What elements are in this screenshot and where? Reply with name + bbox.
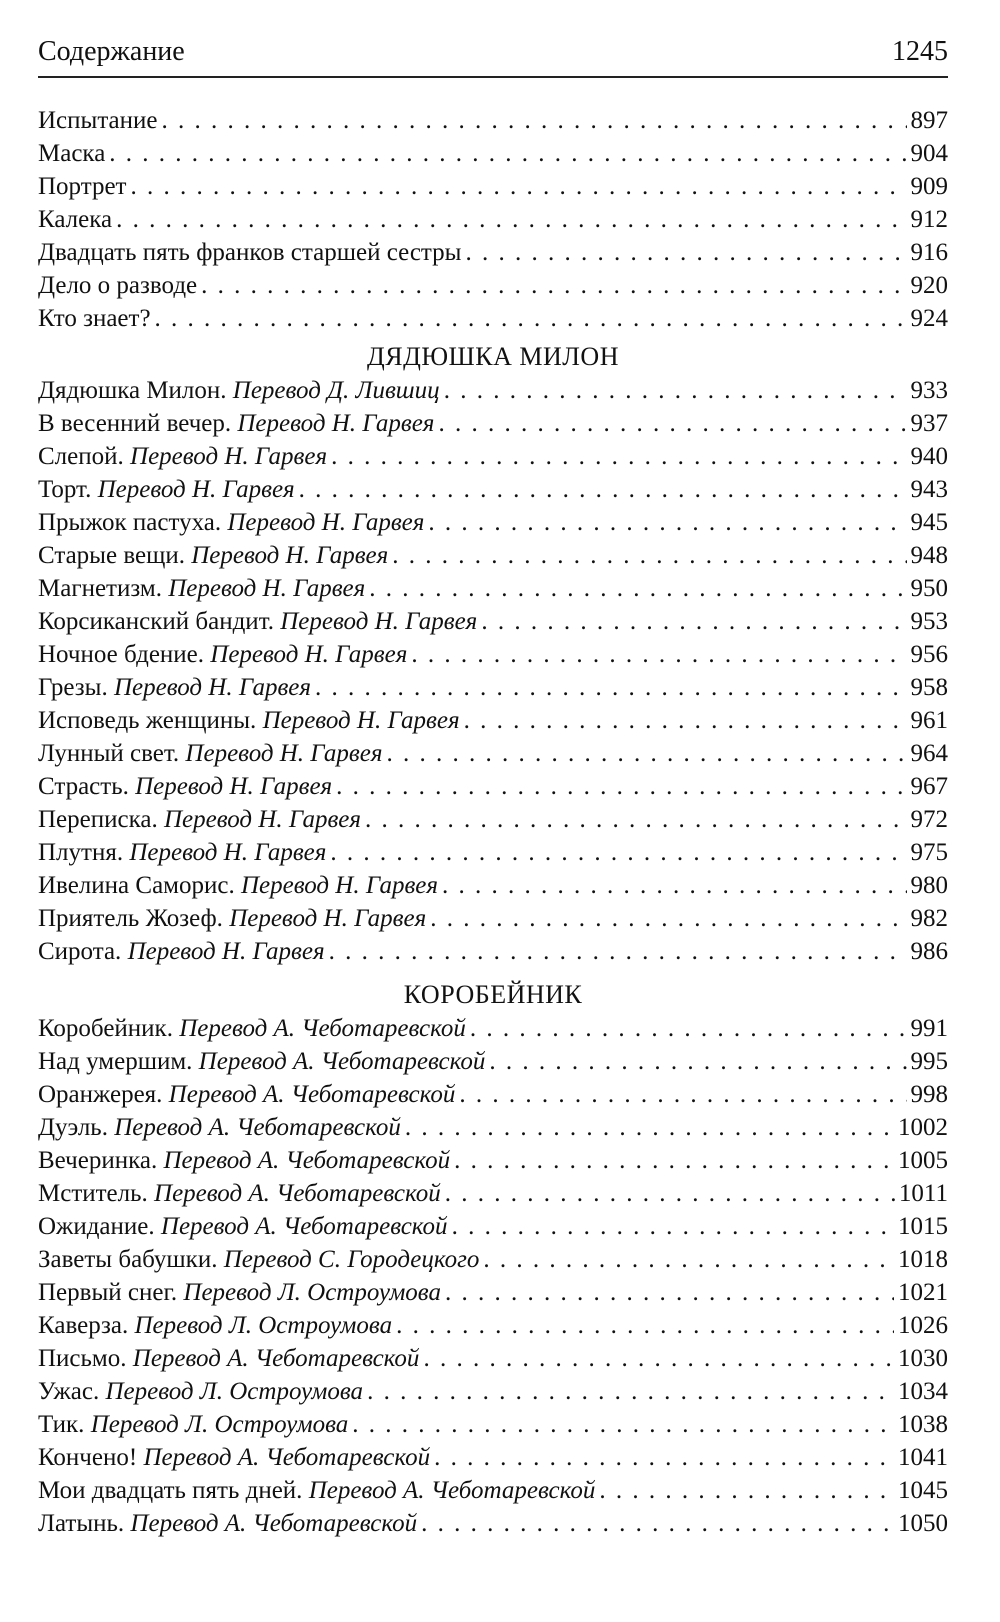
toc-entry <box>38 1375 948 1408</box>
toc-entry <box>38 137 948 170</box>
entry-title-text: Корсиканский бандит. <box>38 608 274 635</box>
dot-leader <box>444 374 907 407</box>
entry-translator: Перевод А. Чеботаревской <box>163 1147 451 1174</box>
toc-entry <box>38 1276 948 1309</box>
entry-translator: Перевод Н. Гарвея <box>262 707 460 734</box>
entry-title <box>38 1474 595 1507</box>
entry-translator: Перевод Л. Остроумова <box>105 1378 364 1405</box>
entry-page-number: 916 <box>910 239 948 266</box>
entry-title <box>38 236 461 269</box>
entry-page-number: 958 <box>910 674 948 701</box>
entry-title-text: Испытание <box>38 107 158 134</box>
toc-entry <box>38 935 948 968</box>
entry-page-number: 1015 <box>898 1213 948 1240</box>
toc-entry <box>38 236 948 269</box>
dot-leader <box>369 572 906 605</box>
dot-leader <box>489 1045 906 1078</box>
entry-title-text: Плутня. <box>38 839 124 866</box>
entry-title <box>38 1045 485 1078</box>
entry-translator: Перевод С. Городецкого <box>223 1246 480 1273</box>
entry-translator: Перевод Н. Гарвея <box>97 476 295 503</box>
entry-title <box>38 605 477 638</box>
entry-title-text: Маска <box>38 140 106 167</box>
entry-translator: Перевод Н. Гарвея <box>135 773 333 800</box>
entry-title-text: Кто знает? <box>38 305 151 332</box>
entry-title-text: Латынь. <box>38 1510 125 1537</box>
dot-leader <box>445 1276 894 1309</box>
entry-page-number: 995 <box>910 1048 948 1075</box>
entry-translator: Перевод Л. Остроумова <box>90 1411 349 1438</box>
dot-leader <box>367 1375 894 1408</box>
entry-title <box>38 1111 401 1144</box>
dot-leader <box>330 836 906 869</box>
dot-leader <box>481 605 906 638</box>
dot-leader <box>470 1012 907 1045</box>
entry-title <box>38 770 332 803</box>
dot-leader <box>155 302 907 335</box>
entry-title <box>38 1309 392 1342</box>
entry-translator: Перевод Н. Гарвея <box>280 608 478 635</box>
entry-title-text: Первый снег. <box>38 1279 178 1306</box>
entry-title-text: Тик. <box>38 1411 85 1438</box>
entry-translator: Перевод А. Чеботаревской <box>132 1345 420 1372</box>
entry-title <box>38 737 382 770</box>
toc-entry <box>38 506 948 539</box>
entry-title-text: Заветы бабушки. <box>38 1246 218 1273</box>
entry-title-text: Дело о разводе <box>38 272 198 299</box>
dot-leader <box>445 1177 895 1210</box>
entry-page-number: 912 <box>910 206 948 233</box>
entry-translator: Перевод Л. Остроумова <box>183 1279 441 1306</box>
entry-page-number: 1018 <box>898 1246 948 1273</box>
entry-page-number: 1005 <box>898 1147 948 1174</box>
toc-entry <box>38 605 948 638</box>
entry-title-text: Портрет <box>38 173 127 200</box>
entry-page-number: 904 <box>910 140 948 167</box>
entry-title-text: Сирота. <box>38 938 122 965</box>
entry-translator: Перевод Н. Гарвея <box>163 806 362 833</box>
toc-entry <box>38 473 948 506</box>
entry-page-number: 1034 <box>898 1378 948 1405</box>
entry-title <box>38 869 438 902</box>
entry-title-text: Магнетизм. <box>38 575 162 602</box>
dot-leader <box>599 1474 894 1507</box>
entry-title-text: Страсть. <box>38 773 129 800</box>
entry-translator: Перевод Н. Гарвея <box>185 740 383 767</box>
entry-title-text: Мои двадцать пять дней. <box>38 1477 303 1504</box>
entry-title-text: Мститель. <box>38 1180 148 1207</box>
entry-translator: Перевод А. Чеботаревской <box>154 1180 441 1207</box>
toc-entry <box>38 1045 948 1078</box>
entry-title <box>38 638 407 671</box>
section-heading-peddler: КОРОБЕЙНИК <box>403 980 583 1009</box>
entry-translator: Перевод Н. Гарвея <box>127 938 325 965</box>
entry-translator: Перевод А. Чеботаревской <box>160 1213 448 1240</box>
toc-entry <box>38 836 948 869</box>
entry-page-number: 940 <box>910 443 948 470</box>
entry-translator: Перевод Н. Гарвея <box>130 443 328 470</box>
entry-title-text: Слепой. <box>38 443 124 470</box>
entry-translator: Перевод Н. Гарвея <box>168 575 366 602</box>
entry-title <box>38 836 326 869</box>
entry-title-text: Письмо. <box>38 1345 127 1372</box>
entry-title-text: Коробейник. <box>38 1015 173 1042</box>
entry-translator: Перевод А. Чеботаревской <box>198 1048 486 1075</box>
toc-entry <box>38 572 948 605</box>
toc-entry <box>38 671 948 704</box>
toc-entry <box>38 1474 948 1507</box>
section-heading-uncle-milon: ДЯДЮШКА МИЛОН <box>367 342 619 371</box>
entry-page-number: 980 <box>910 872 948 899</box>
entry-title <box>38 170 126 203</box>
entry-title <box>38 902 426 935</box>
entry-title <box>38 1078 455 1111</box>
entry-page-number: 909 <box>910 173 948 200</box>
entry-title <box>38 935 325 968</box>
toc-entry <box>38 869 948 902</box>
entry-title-text: Ужас. <box>38 1378 100 1405</box>
entry-page-number: 897 <box>910 107 948 134</box>
toc-entry <box>38 737 948 770</box>
entry-page-number: 1041 <box>898 1444 948 1471</box>
entry-translator: Перевод А. Чеботаревской <box>179 1015 466 1042</box>
entry-title <box>38 302 151 335</box>
toc-group-2 <box>38 374 948 968</box>
entry-title-text: Над умершим. <box>38 1048 193 1075</box>
entry-translator: Перевод А. Чеботаревской <box>308 1477 596 1504</box>
entry-page-number: 943 <box>910 476 948 503</box>
toc-entry <box>38 1243 948 1276</box>
entry-page-number: 1038 <box>898 1411 948 1438</box>
entry-title <box>38 473 295 506</box>
toc-entry <box>38 1507 948 1540</box>
entry-translator: Перевод Н. Гарвея <box>237 410 435 437</box>
dot-leader <box>454 1144 894 1177</box>
dot-leader <box>329 935 907 968</box>
dot-leader <box>365 803 906 836</box>
entry-title-text: Калека <box>38 206 113 233</box>
running-head <box>38 36 948 78</box>
entry-title-text: Дядюшка Милон. <box>38 377 227 404</box>
entry-page-number: 953 <box>910 608 948 635</box>
entry-page-number: 950 <box>910 575 948 602</box>
dot-leader <box>352 1408 894 1441</box>
table-of-contents <box>38 104 948 1540</box>
toc-entry <box>38 1111 948 1144</box>
entry-page-number: 933 <box>910 377 948 404</box>
entry-title <box>38 440 327 473</box>
entry-title-text: Ивелина Саморис. <box>38 872 235 899</box>
entry-title-text: Лунный свет. <box>38 740 180 767</box>
entry-title <box>38 269 197 302</box>
entry-translator: Перевод А. Чеботаревской <box>130 1510 418 1537</box>
dot-leader <box>130 170 906 203</box>
entry-title <box>38 104 158 137</box>
toc-entry <box>38 302 948 335</box>
entry-translator: Перевод Н. Гарвея <box>240 872 439 899</box>
entry-page-number: 1026 <box>898 1312 948 1339</box>
running-head-page-number: 1245 <box>892 36 948 67</box>
dot-leader <box>299 473 907 506</box>
entry-title-text: Прыжок пастуха. <box>38 509 222 536</box>
entry-title-text: Торт. <box>38 476 92 503</box>
dot-leader <box>465 236 906 269</box>
entry-title <box>38 1177 441 1210</box>
entry-title-text: Грезы. <box>38 674 108 701</box>
toc-entry <box>38 1342 948 1375</box>
entry-page-number: 956 <box>910 641 948 668</box>
entry-page-number: 924 <box>910 305 948 332</box>
entry-translator: Перевод Н. Гарвея <box>191 542 389 569</box>
dot-leader <box>483 1243 894 1276</box>
entry-page-number: 986 <box>910 938 948 965</box>
entry-title <box>38 572 365 605</box>
entry-title <box>38 1441 430 1474</box>
dot-leader <box>336 770 906 803</box>
entry-page-number: 1011 <box>898 1180 948 1207</box>
dot-leader <box>430 902 906 935</box>
entry-page-number: 964 <box>910 740 948 767</box>
entry-title-text: Приятель Жозеф. <box>38 905 223 932</box>
toc-group-3 <box>38 1012 948 1540</box>
entry-page-number: 945 <box>910 509 948 536</box>
toc-entry <box>38 407 948 440</box>
entry-title-text: Вечеринка. <box>38 1147 158 1174</box>
entry-title <box>38 1012 466 1045</box>
dot-leader <box>452 1210 894 1243</box>
dot-leader <box>331 440 906 473</box>
toc-entry <box>38 638 948 671</box>
toc-entry <box>38 902 948 935</box>
entry-title <box>38 374 440 407</box>
entry-page-number: 920 <box>910 272 948 299</box>
dot-leader <box>396 1309 894 1342</box>
entry-title <box>38 407 434 440</box>
dot-leader <box>315 671 906 704</box>
entry-title <box>38 1375 363 1408</box>
entry-page-number: 991 <box>910 1015 948 1042</box>
dot-leader <box>442 869 906 902</box>
toc-entry <box>38 440 948 473</box>
entry-title <box>38 203 112 236</box>
toc-entry <box>38 770 948 803</box>
toc-entry <box>38 539 948 572</box>
entry-page-number: 1002 <box>898 1114 948 1141</box>
toc-entry <box>38 1210 948 1243</box>
dot-leader <box>423 1342 894 1375</box>
entry-page-number: 1021 <box>898 1279 948 1306</box>
dot-leader <box>109 137 906 170</box>
toc-entry <box>38 203 948 236</box>
entry-page-number: 1030 <box>898 1345 948 1372</box>
toc-entry <box>38 1144 948 1177</box>
toc-entry <box>38 1408 948 1441</box>
toc-entry <box>38 104 948 137</box>
toc-entry <box>38 1177 948 1210</box>
entry-title-text: Оранжерея. <box>38 1081 163 1108</box>
dot-leader <box>434 1441 894 1474</box>
dot-leader <box>162 104 907 137</box>
entry-title <box>38 137 105 170</box>
dot-leader <box>459 1078 906 1111</box>
dot-leader <box>428 506 906 539</box>
entry-title-text: Дуэль. <box>38 1114 108 1141</box>
entry-translator: Перевод Н. Гарвея <box>227 509 425 536</box>
entry-title <box>38 506 424 539</box>
toc-entry <box>38 704 948 737</box>
entry-title <box>38 1276 441 1309</box>
entry-title-text: Старые вещи. <box>38 542 185 569</box>
dot-leader <box>421 1507 894 1540</box>
entry-title-text: Кончено! <box>38 1444 138 1471</box>
dot-leader <box>386 737 906 770</box>
dot-leader <box>438 407 906 440</box>
toc-entry <box>38 170 948 203</box>
dot-leader <box>464 704 907 737</box>
entry-title-text: Переписка. <box>38 806 158 833</box>
running-head-title: Содержание <box>38 36 185 67</box>
entry-translator: Перевод Н. Гарвея <box>129 839 327 866</box>
entry-title <box>38 1210 448 1243</box>
dot-leader <box>201 269 906 302</box>
entry-title <box>38 1507 417 1540</box>
entry-title-text: Каверза. <box>38 1312 129 1339</box>
entry-translator: Перевод Н. Гарвея <box>113 674 312 701</box>
entry-title-text: Исповедь женщины. <box>38 707 257 734</box>
entry-title <box>38 803 361 836</box>
entry-translator: Перевод Л. Остроумова <box>134 1312 393 1339</box>
entry-translator: Перевод Н. Гарвея <box>210 641 408 668</box>
toc-entry <box>38 269 948 302</box>
toc-entry <box>38 1441 948 1474</box>
toc-entry <box>38 1012 948 1045</box>
entry-page-number: 998 <box>910 1081 948 1108</box>
entry-page-number: 1045 <box>898 1477 948 1504</box>
entry-title <box>38 1144 450 1177</box>
entry-page-number: 982 <box>910 905 948 932</box>
entry-translator: Перевод А. Чеботаревской <box>114 1114 401 1141</box>
entry-translator: Перевод А. Чеботаревской <box>168 1081 456 1108</box>
dot-leader <box>405 1111 894 1144</box>
entry-page-number: 937 <box>910 410 948 437</box>
toc-entry <box>38 803 948 836</box>
entry-page-number: 967 <box>910 773 948 800</box>
entry-page-number: 975 <box>910 839 948 866</box>
entry-title-text: В весенний вечер. <box>38 410 232 437</box>
entry-translator: Перевод А. Чеботаревской <box>143 1444 431 1471</box>
toc-group-1 <box>38 104 948 335</box>
entry-translator: Перевод Д. Лившиц <box>232 377 440 404</box>
entry-translator: Перевод Н. Гарвея <box>229 905 427 932</box>
entry-title <box>38 1342 419 1375</box>
entry-title-text: Двадцать пять франков старшей сестры <box>38 239 462 266</box>
entry-title <box>38 539 388 572</box>
entry-page-number: 1050 <box>898 1510 948 1537</box>
toc-entry <box>38 1078 948 1111</box>
entry-title <box>38 1408 348 1441</box>
toc-entry <box>38 1309 948 1342</box>
entry-title-text: Ночное бдение. <box>38 641 205 668</box>
entry-title-text: Ожидание. <box>38 1213 155 1240</box>
entry-title <box>38 1243 479 1276</box>
entry-title <box>38 704 460 737</box>
dot-leader <box>392 539 906 572</box>
entry-page-number: 961 <box>910 707 948 734</box>
entry-page-number: 948 <box>910 542 948 569</box>
dot-leader <box>116 203 906 236</box>
toc-entry <box>38 374 948 407</box>
entry-title <box>38 671 311 704</box>
dot-leader <box>411 638 906 671</box>
entry-page-number: 972 <box>910 806 948 833</box>
